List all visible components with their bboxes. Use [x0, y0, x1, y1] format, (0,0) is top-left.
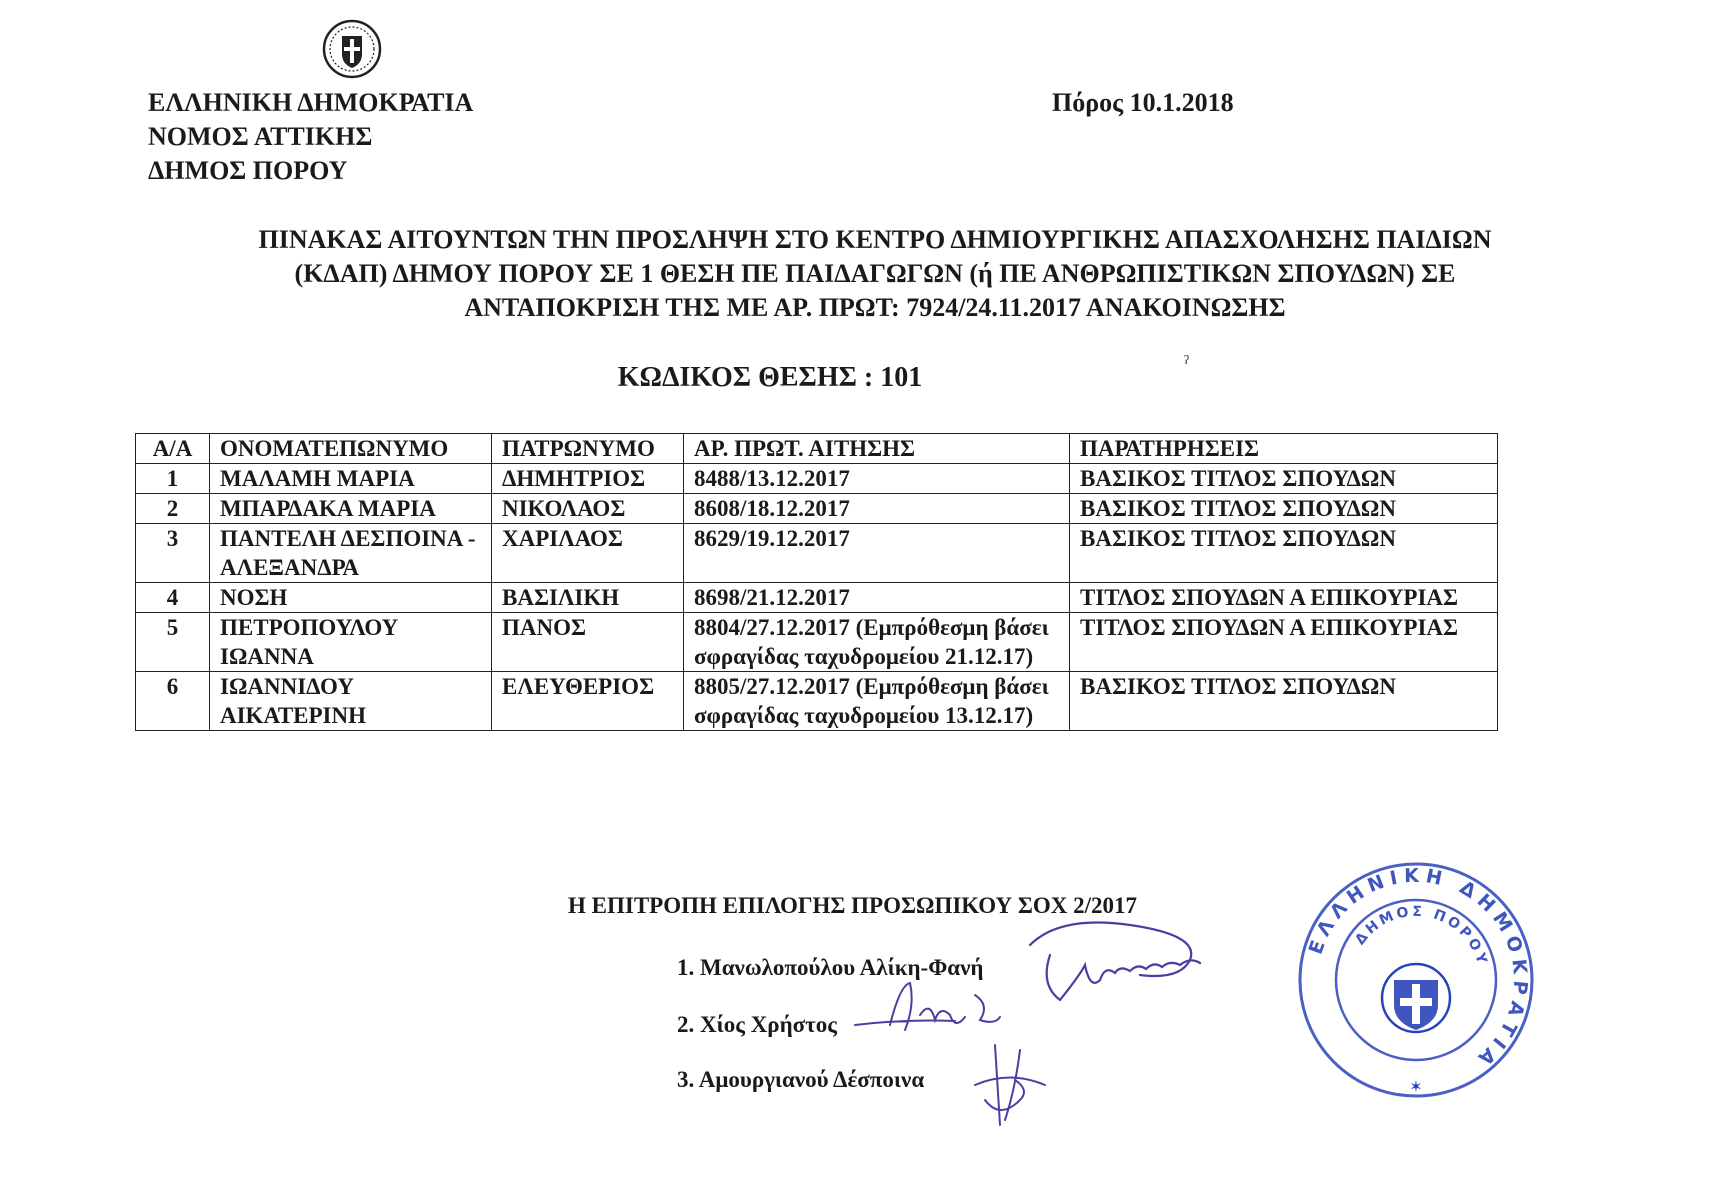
table-row — [136, 583, 1498, 613]
cell-father: ΒΑΣΙΛΙΚΗ — [492, 583, 684, 613]
table-row — [136, 672, 1498, 731]
cell-remarks: ΒΑΣΙΚΟΣ ΤΙΤΛΟΣ ΣΠΟΥΔΩΝ — [1070, 494, 1498, 524]
cell-remarks: ΤΙΤΛΟΣ ΣΠΟΥΔΩΝ Α ΕΠΙΚΟΥΡΙΑΣ — [1070, 583, 1498, 613]
cell-father: ΧΑΡΙΛΑΟΣ — [492, 524, 684, 583]
column-header-aa: Α/Α — [136, 434, 210, 464]
table-row — [136, 524, 1498, 583]
cell-protocol: 8804/27.12.2017 (Εμπρόθεσμη βάσει σφραγίδας ταχυδρομείου 21.12.17) — [684, 613, 1070, 672]
title-line: ΑΝΤΑΠΟΚΡΙΣΗ ΤΗΣ ΜΕ ΑΡ. ΠΡΩΤ: 7924/24.11.2017 ΑΝΑΚΟΙΝΩΣΗΣ — [464, 293, 1286, 322]
cell-aa: 3 — [136, 524, 210, 583]
cell-aa: 5 — [136, 613, 210, 672]
cell-father: ΝΙΚΟΛΑΟΣ — [492, 494, 684, 524]
column-header-father: ΠΑΤΡΩΝΥΜΟ — [492, 434, 684, 464]
title-line: (ΚΔΑΠ) ΔΗΜΟΥ ΠΟΡΟΥ ΣΕ 1 ΘΕΣΗ ΠΕ ΠΑΙΔΑΓΩΓΩΝ (ή ΠΕ ΑΝΘΡΩΠΙΣΤΙΚΩΝ ΣΠΟΥΔΩΝ) ΣΕ — [294, 259, 1456, 288]
prefecture-name: ΝΟΜΟΣ ΑΤΤΙΚΗΣ — [148, 122, 373, 151]
cell-remarks: ΒΑΣΙΚΟΣ ΤΙΤΛΟΣ ΣΠΟΥΔΩΝ — [1070, 524, 1498, 583]
cell-name: ΠΑΝΤΕΛΗ ΔΕΣΠΟΙΝΑ - ΑΛΕΞΑΝΔΡΑ — [210, 524, 492, 583]
cell-name: ΙΩΑΝΝΙΔΟΥ ΑΙΚΑΤΕΡΙΝΗ — [210, 672, 492, 731]
table-row — [136, 613, 1498, 672]
place-date: Πόρος 10.1.2018 — [1052, 88, 1234, 117]
signature-1 — [990, 905, 1240, 1005]
table-row — [136, 464, 1498, 494]
stamp-inner-text: ΔΗΜΟΣ ΠΟΡΟΥ — [1352, 903, 1491, 969]
municipal-stamp-icon — [1296, 860, 1536, 1100]
column-header-protocol: ΑΡ. ΠΡΩΤ. ΑΙΤΗΣΗΣ — [684, 434, 1070, 464]
cell-father: ΕΛΕΥΘΕΡΙΟΣ — [492, 672, 684, 731]
cell-aa: 1 — [136, 464, 210, 494]
cell-remarks: ΒΑΣΙΚΟΣ ΤΙΤΛΟΣ ΣΠΟΥΔΩΝ — [1070, 672, 1498, 731]
cell-name: ΠΕΤΡΟΠΟΥΛΟΥ ΙΩΑΝΝΑ — [210, 613, 492, 672]
table-row — [136, 494, 1498, 524]
cell-name: ΝΟΣΗ — [210, 583, 492, 613]
table-header-row — [136, 434, 1498, 464]
cell-remarks: ΤΙΤΛΟΣ ΣΠΟΥΔΩΝ Α ΕΠΙΚΟΥΡΙΑΣ — [1070, 613, 1498, 672]
position-code: ΚΩΔΙΚΟΣ ΘΕΣΗΣ : 101 — [617, 362, 923, 393]
municipality-name: ΔΗΜΟΣ ΠΟΡΟΥ — [148, 156, 348, 185]
signature-2 — [845, 975, 1005, 1045]
title-line: ΠΙΝΑΚΑΣ ΑΙΤΟΥΝΤΩΝ ΤΗΝ ΠΡΟΣΛΗΨΗ ΣΤΟ ΚΕΝΤΡΟ ΔΗΜΙΟΥΡΓΙΚΗΣ ΑΠΑΣΧΟΛΗΣΗΣ ΠΑΙΔΙΩΝ — [258, 225, 1492, 254]
cell-father: ΔΗΜΗΤΡΙΟΣ — [492, 464, 684, 494]
cell-aa: 2 — [136, 494, 210, 524]
cell-aa: 6 — [136, 672, 210, 731]
committee-member: 3. Αμουργιανού Δέσποινα — [677, 1067, 925, 1092]
issuer-block — [148, 86, 473, 188]
column-header-remarks: ΠΑΡΑΤΗΡΗΣΕΙΣ — [1070, 434, 1498, 464]
cell-protocol: 8608/18.12.2017 — [684, 494, 1070, 524]
applicants-table — [135, 433, 1498, 731]
cell-remarks: ΒΑΣΙΚΟΣ ΤΙΤΛΟΣ ΣΠΟΥΔΩΝ — [1070, 464, 1498, 494]
committee-member: 1. Μανωλοπούλου Αλίκη-Φανή — [677, 955, 984, 980]
greek-emblem-icon — [321, 18, 383, 80]
cell-name: ΜΠΑΡΔΑΚΑ ΜΑΡΙΑ — [210, 494, 492, 524]
stray-mark: ˀ — [1184, 352, 1189, 374]
svg-text:✶: ✶ — [1409, 1079, 1423, 1096]
cell-aa: 4 — [136, 583, 210, 613]
cell-protocol: 8629/19.12.2017 — [684, 524, 1070, 583]
column-header-name: ΟΝΟΜΑΤΕΠΩΝΥΜΟ — [210, 434, 492, 464]
cell-father: ΠΑΝΟΣ — [492, 613, 684, 672]
country-name: ΕΛΛΗΝΙΚΗ ΔΗΜΟΚΡΑΤΙΑ — [148, 88, 474, 117]
cell-protocol: 8698/21.12.2017 — [684, 583, 1070, 613]
committee-member: 2. Χίος Χρήστος — [677, 1012, 837, 1037]
cell-protocol: 8805/27.12.2017 (Εμπρόθεσμη βάσει σφραγίδας ταχυδρομείου 13.12.17) — [684, 672, 1070, 731]
cell-protocol: 8488/13.12.2017 — [684, 464, 1070, 494]
stamp-outer-text: ΕΛΛΗΝΙΚΗ ΔΗΜΟΚΡΑΤΙΑ — [1304, 864, 1532, 1074]
cell-name: ΜΑΛΑΜΗ ΜΑΡΙΑ — [210, 464, 492, 494]
committee-title: Η ΕΠΙΤΡΟΠΗ ΕΠΙΛΟΓΗΣ ΠΡΟΣΩΠΙΚΟΥ ΣΟΧ 2/2017 — [568, 893, 1138, 918]
document-title — [100, 223, 1650, 325]
signature-3 — [960, 1040, 1060, 1130]
